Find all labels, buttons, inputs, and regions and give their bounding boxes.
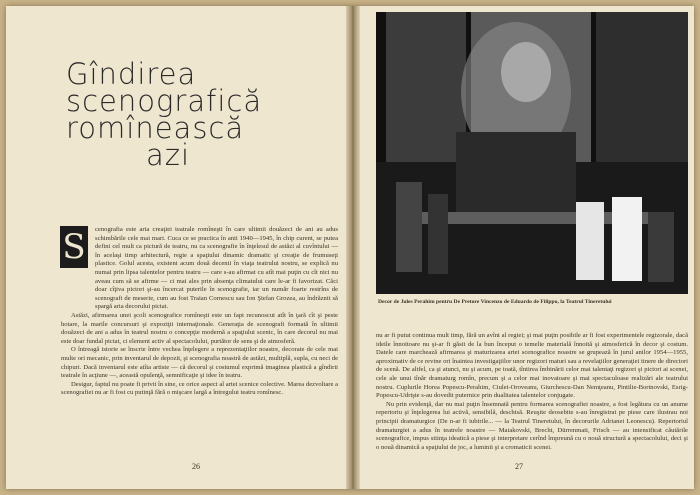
left-paragraph-3: O întreagă istorie se înscrie între vechea înţelegere a reprezentaţiilor noastre, decorate de cele mai multe ori mecanic, prin inventarul de depozit, şi scenografia noastră de astăzi, multiplă, supla, cu neci de chipuri. Dacă inventarul este atîta artiste — că decorul şi costumul exprimă imaginea plastică a gîndirii teatrale în acţiune —, această opulenţă, semnificaţie şi idee în teatru. [61,346,338,380]
left-body-text [61,226,338,398]
stage-photo-image [376,12,688,294]
left-page [6,6,346,489]
left-paragraph-4: Desigur, faptul nu poate fi privit în sine, ce orice aspect al artei scenice colective. Marea dezvoltare a scenografiei nu ar fi fost cu putinţă fără o mişcare largă a întregului teatru romînesc. [61,380,338,397]
title-line-2: scenografică [66,84,263,118]
article-title [66,57,326,172]
right-paragraph-1: nu ar fi putut continua mult timp, fără un avînt al regiei; şi mai puţin posibile ar fi fost experimentele regizorale, dacă ideile înnoitoare nu şi-ar fi găsit de la bun început o temelie materială înnoită şi atmosferică în decor şi costum. Datele care marchează afirmarea şi maturizarea artei scenografice noastre se grupează în jurul anilor 1954—1955, aproximativ de ce revine ori înaintea investigaţiilor unor regizori maturi sau a revelaţiilor generaţiei tinere de directori de scenă. De altfel, ca şi atunci, nu şi acum, pe toată, tîntirea îmbinării celor mai talentaţi regizori şi pictori ai scenei, cele ale unui tînăr dramaturg romîn, precum şi a celor mai inovatoare şi mai spectaculoase realizări ale teatrului nostru. Cuplurile Horea Popescu-Perahim, Ciulei-Oroveanu, Giurchescu-Dan Nemţeanu, Pintilie-Bortnovski, Esrig-Popescu-Udrişte s-au dovedit puternice prin dualitatea talentelor conjugate. [376,332,688,400]
book-gutter [346,6,360,489]
title-line-3: romînească [66,111,245,145]
drop-cap: S [60,226,88,268]
left-paragraph-1: cenografia este aria creaţiei teatrale romîneşti în care ultimii douăzeci de ani au adus schimbările cele mai mari. Cuca ce se practica în anii 1940—1945, în chip curent, se putea defini cel mult ca pictură de teatru, nu ca scenografie în înţelesul de astăzi al cuvîntului — în acelaşi timp arhitectură, regie a spaţiului dinamic dramatic şi creaţie de frumuseţi plastice. Golul acesta, existent acum două decenii în viaţa teatrului nostru, se explică nu numai prin lipsa talentelor pentru teatru — care s-au afirmat cu atît mai puţin cu cît nici nu aveau cum să se afirme — ci mai ales prin absenţa climatului care le-ar fi favorizat. Căci doar cîţiva pictori şi-au încercat puterile în scenografie, iar un număr foarte restrîns de scenografi de meserie, cum au fost Traian Cornescu sau Ion Ştefan Grozea, au îndrăznit să spargă aria decorului pictat. [95,226,338,311]
title-line-1: Gîndirea [66,57,197,91]
page-number-right: 27 [515,462,523,471]
left-paragraph-2: Astăzi, afirmarea unei şcoli scenografice romîneşti este un fapt recunoscut atît în ţară cît şi peste hotare, la marile concursuri şi expoziţii internaţionale. Generaţia de scenografi formată în ultimii douăzeci de ani a adus în teatrul nostru o concepţie modernă a spaţiului scenic, în care decorul nu mai este doar fundal pictat, ci element activ al spectacolului, purtător de sens şi de atmosferă. [61,311,338,345]
photo-caption: Decor de Jules Perahim pentru De Pretore Vincenzo de Eduardo de Filippo, la Teatrul Tineretului [378,299,612,305]
right-paragraph-2: Nu prin evidenţă, dar nu mai puţin însemnată pentru formarea scenografiei noastre, a fost legătura cu un anume repertoriu şi înţelegerea lui activă, sensibilă, deschisă. Reuşite deosebite s-au înregistrat pe piese care ilustrau noi principii dramaturgice (De n-ar fi iubirile... — la Teatrul Tineretului, în decorurile Adrianei Leonescu). Repertoriul dramaturgiei a adus în teatrele noastre — Maiakovski, Brecht, Dürrenmatt, Frisch — au intensificat căutările scenografice, impus stiinţa ideatică a piese şi interpretare cerînd împreună cu o nouă structură a spectacolului, deci şi o nouă dinamică a spaţiului de joc, a luminii şi a cromaticii scenei. [376,400,688,451]
title-line-4: azi [146,138,191,172]
right-page [360,6,694,489]
stage-photo [376,12,688,294]
right-body-text [376,332,688,452]
page-number-left: 26 [192,462,200,471]
